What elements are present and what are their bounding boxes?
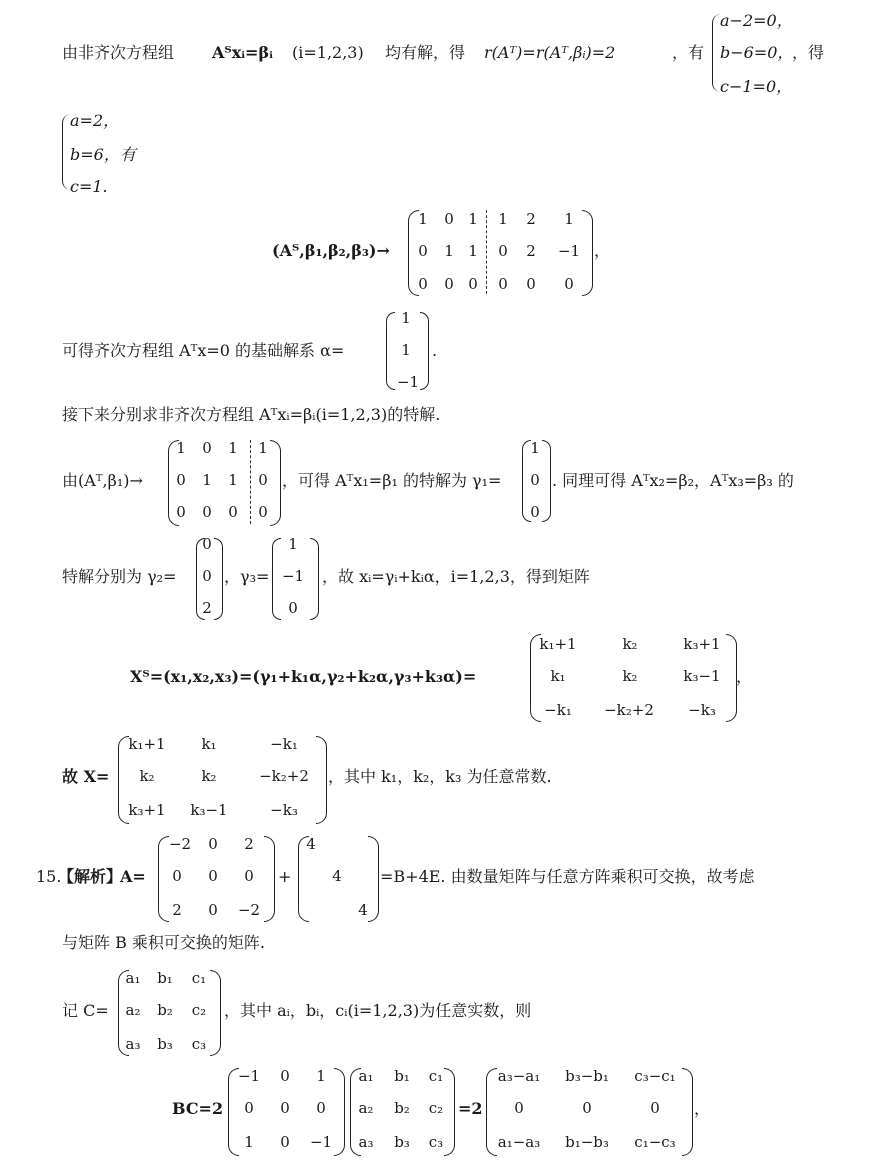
m-cell: −2	[168, 835, 192, 853]
p8-pre: 故 X=	[62, 767, 110, 786]
p6-post: ，故 xᵢ=γᵢ+kᵢα，i=1,2,3，得到矩阵	[322, 567, 590, 586]
p1-cond: (i=1,2,3)	[292, 43, 364, 62]
m-cell: c₁−c₃	[634, 1133, 676, 1151]
sys-2: b−6=0，	[720, 43, 794, 62]
m-cell: 0	[208, 867, 218, 885]
m-cell: 1	[176, 439, 186, 457]
m-cell: k₃+1	[128, 801, 166, 819]
m-cell: 0	[244, 1099, 254, 1117]
augment-divider	[486, 210, 487, 294]
m-cell: 1	[202, 471, 212, 489]
v-cell: 1	[288, 535, 298, 553]
m-cell: c₁	[191, 969, 207, 987]
m-cell: c₂	[191, 1001, 207, 1019]
m-cell: b₃	[157, 1035, 173, 1053]
m-cell: −1	[309, 1133, 333, 1151]
m-cell: 0	[280, 1099, 290, 1117]
m-cell: 0	[444, 210, 454, 228]
m-cell: 0	[280, 1133, 290, 1151]
p6-pre: 特解分别为 γ₂=	[62, 567, 177, 586]
m-cell: 0	[650, 1099, 660, 1117]
m-cell: 2	[526, 242, 536, 260]
m-cell: 1	[444, 242, 454, 260]
p8-post: ，其中 k₁，k₂，k₃ 为任意常数.	[328, 767, 552, 786]
v-cell: 0	[288, 599, 298, 617]
p5-mid: ，可得 Aᵀx₁=β₁ 的特解为 γ₁=	[282, 471, 502, 490]
m-cell: a₃	[125, 1035, 141, 1053]
m-cell: 0	[418, 275, 428, 293]
p1-post: ，得	[792, 43, 825, 62]
m-cell: k₂	[201, 767, 217, 785]
p6-mid: ，γ₃=	[224, 567, 270, 586]
sol-a: a=2，	[70, 111, 120, 130]
m-cell: a₂	[358, 1099, 374, 1117]
q15-post: =B+4E. 由数量矩阵与任意方阵乘积可交换，故考虑	[380, 867, 755, 886]
m-cell: k₂	[622, 667, 638, 685]
m-cell: b₁	[157, 969, 173, 987]
aug1-end: ，	[594, 241, 611, 260]
m-cell: b₂	[394, 1099, 410, 1117]
m-cell: 1	[228, 439, 238, 457]
v-cell: 1	[530, 439, 540, 457]
v-cell: 0	[530, 503, 540, 521]
m-cell: 1	[468, 210, 478, 228]
p7-lhs: Xᵀ=(x₁,x₂,x₃)=(γ₁+k₁α,γ₂+k₂α,γ₃+k₃α)=	[130, 667, 477, 686]
m-cell: 0	[526, 275, 536, 293]
m-cell: −1	[557, 242, 581, 260]
p3-text: 可得齐次方程组 Aᵀx=0 的基础解系 α=	[62, 341, 345, 360]
m-cell: 2	[526, 210, 536, 228]
q15-plus: +	[278, 867, 292, 886]
m-cell: 1	[418, 210, 428, 228]
p1-rank: r(Aᵀ)=r(Aᵀ,βᵢ)=2	[484, 43, 616, 62]
m-cell: 4	[358, 901, 368, 919]
m-cell: 2	[244, 835, 254, 853]
m-cell: k₃+1	[683, 635, 721, 653]
m-cell: c₃	[191, 1035, 207, 1053]
p3-end: .	[432, 341, 438, 360]
m-cell: k₂	[139, 767, 155, 785]
p7-end: ，	[736, 667, 753, 686]
sys-1: a−2=0，	[720, 11, 793, 30]
p10-lhs: BC=2	[172, 1099, 224, 1118]
m-cell: −k₃	[270, 801, 298, 819]
m-cell: b₁−b₃	[565, 1133, 609, 1151]
m-cell: a₁	[358, 1067, 374, 1085]
q15-line2: 与矩阵 B 乘积可交换的矩阵.	[62, 933, 266, 952]
p1-pre: 由非齐次方程组	[62, 43, 175, 62]
m-cell: b₃−b₁	[565, 1067, 609, 1085]
m-cell: 0	[172, 867, 182, 885]
m-cell: 0	[564, 275, 574, 293]
sys-3: c−1=0，	[720, 77, 793, 96]
m-cell: 1	[258, 439, 268, 457]
m-cell: b₃	[394, 1133, 410, 1151]
m-cell: c₂	[428, 1099, 444, 1117]
m-cell: c₁	[428, 1067, 444, 1085]
p1-tail: ，有	[672, 43, 705, 62]
m-cell: 1	[498, 210, 508, 228]
m-cell: 1	[564, 210, 574, 228]
m-cell: −1	[237, 1067, 261, 1085]
v-cell: 2	[202, 599, 212, 617]
m-cell: 0	[280, 1067, 290, 1085]
m-cell: 0	[582, 1099, 592, 1117]
m-cell: k₃−1	[190, 801, 228, 819]
augment-divider	[250, 440, 251, 524]
m-cell: −2	[237, 901, 261, 919]
m-cell: a₁	[125, 969, 141, 987]
m-cell: −k₁	[544, 701, 572, 719]
m-cell: 0	[258, 471, 268, 489]
m-cell: 0	[498, 275, 508, 293]
m-cell: k₁+1	[539, 635, 577, 653]
m-cell: 0	[208, 835, 218, 853]
m-cell: 1	[244, 1133, 254, 1151]
m-cell: k₁	[550, 667, 566, 685]
aug1-lhs: (Aᵀ,β₁,β₂,β₃)→	[272, 241, 390, 260]
m-cell: 0	[514, 1099, 524, 1117]
m-cell: −k₃	[688, 701, 716, 719]
v-cell: −1	[396, 373, 420, 391]
m-cell: a₁−a₃	[497, 1133, 541, 1151]
p9-pre: 记 C=	[62, 1001, 109, 1020]
m-cell: 2	[172, 901, 182, 919]
m-cell: 0	[202, 439, 212, 457]
p1-mid: 均有解，得	[385, 43, 466, 62]
v-cell: 1	[401, 341, 411, 359]
m-cell: 0	[202, 503, 212, 521]
m-cell: −k₂+2	[604, 701, 654, 719]
m-cell: c₃	[428, 1133, 444, 1151]
m-cell: 0	[176, 471, 186, 489]
m-cell: c₃−c₁	[634, 1067, 676, 1085]
q15-pre: A=	[120, 867, 146, 886]
m-cell: 4	[306, 835, 316, 853]
m-cell: 0	[258, 503, 268, 521]
p4-text: 接下来分别求非齐次方程组 Aᵀxᵢ=βᵢ(i=1,2,3)的特解.	[62, 405, 441, 424]
p9-post: ，其中 aᵢ，bᵢ，cᵢ(i=1,2,3)为任意实数，则	[224, 1001, 532, 1020]
m-cell: 1	[316, 1067, 326, 1085]
m-cell: k₁+1	[128, 735, 166, 753]
m-cell: b₂	[157, 1001, 173, 1019]
m-cell: 0	[418, 242, 428, 260]
m-cell: a₃	[358, 1133, 374, 1151]
p10-eq: =2	[458, 1099, 483, 1118]
v-cell: 0	[202, 535, 212, 553]
m-cell: a₃−a₁	[497, 1067, 541, 1085]
m-cell: b₁	[394, 1067, 410, 1085]
m-cell: k₁	[201, 735, 217, 753]
v-cell: 0	[530, 471, 540, 489]
p5-post: . 同理可得 Aᵀx₂=β₂，Aᵀx₃=β₃ 的	[552, 471, 794, 490]
m-cell: 0	[208, 901, 218, 919]
m-cell: 0	[316, 1099, 326, 1117]
q15-number: 15.	[36, 867, 62, 886]
sol-b: b=6，有	[70, 145, 136, 164]
m-cell: 1	[468, 242, 478, 260]
p1-eq: Aᵀxᵢ=βᵢ	[212, 43, 273, 62]
m-cell: 0	[228, 503, 238, 521]
sol-c: c=1.	[70, 177, 108, 196]
m-cell: k₂	[622, 635, 638, 653]
v-cell: 0	[202, 567, 212, 585]
m-cell: k₃−1	[683, 667, 721, 685]
m-cell: 0	[176, 503, 186, 521]
v-cell: 1	[401, 309, 411, 327]
m-cell: 0	[498, 242, 508, 260]
m-cell: 0	[244, 867, 254, 885]
m-cell: 0	[444, 275, 454, 293]
m-cell: 4	[332, 867, 342, 885]
p5-pre: 由(Aᵀ,β₁)→	[62, 471, 143, 490]
m-cell: a₂	[125, 1001, 141, 1019]
v-cell: −1	[281, 567, 305, 585]
m-cell: −k₁	[270, 735, 298, 753]
m-cell: 1	[228, 471, 238, 489]
m-cell: −k₂+2	[259, 767, 309, 785]
q15-tag: 【解析】	[58, 867, 123, 886]
p10-end: ，	[694, 1099, 711, 1118]
m-cell: 0	[468, 275, 478, 293]
